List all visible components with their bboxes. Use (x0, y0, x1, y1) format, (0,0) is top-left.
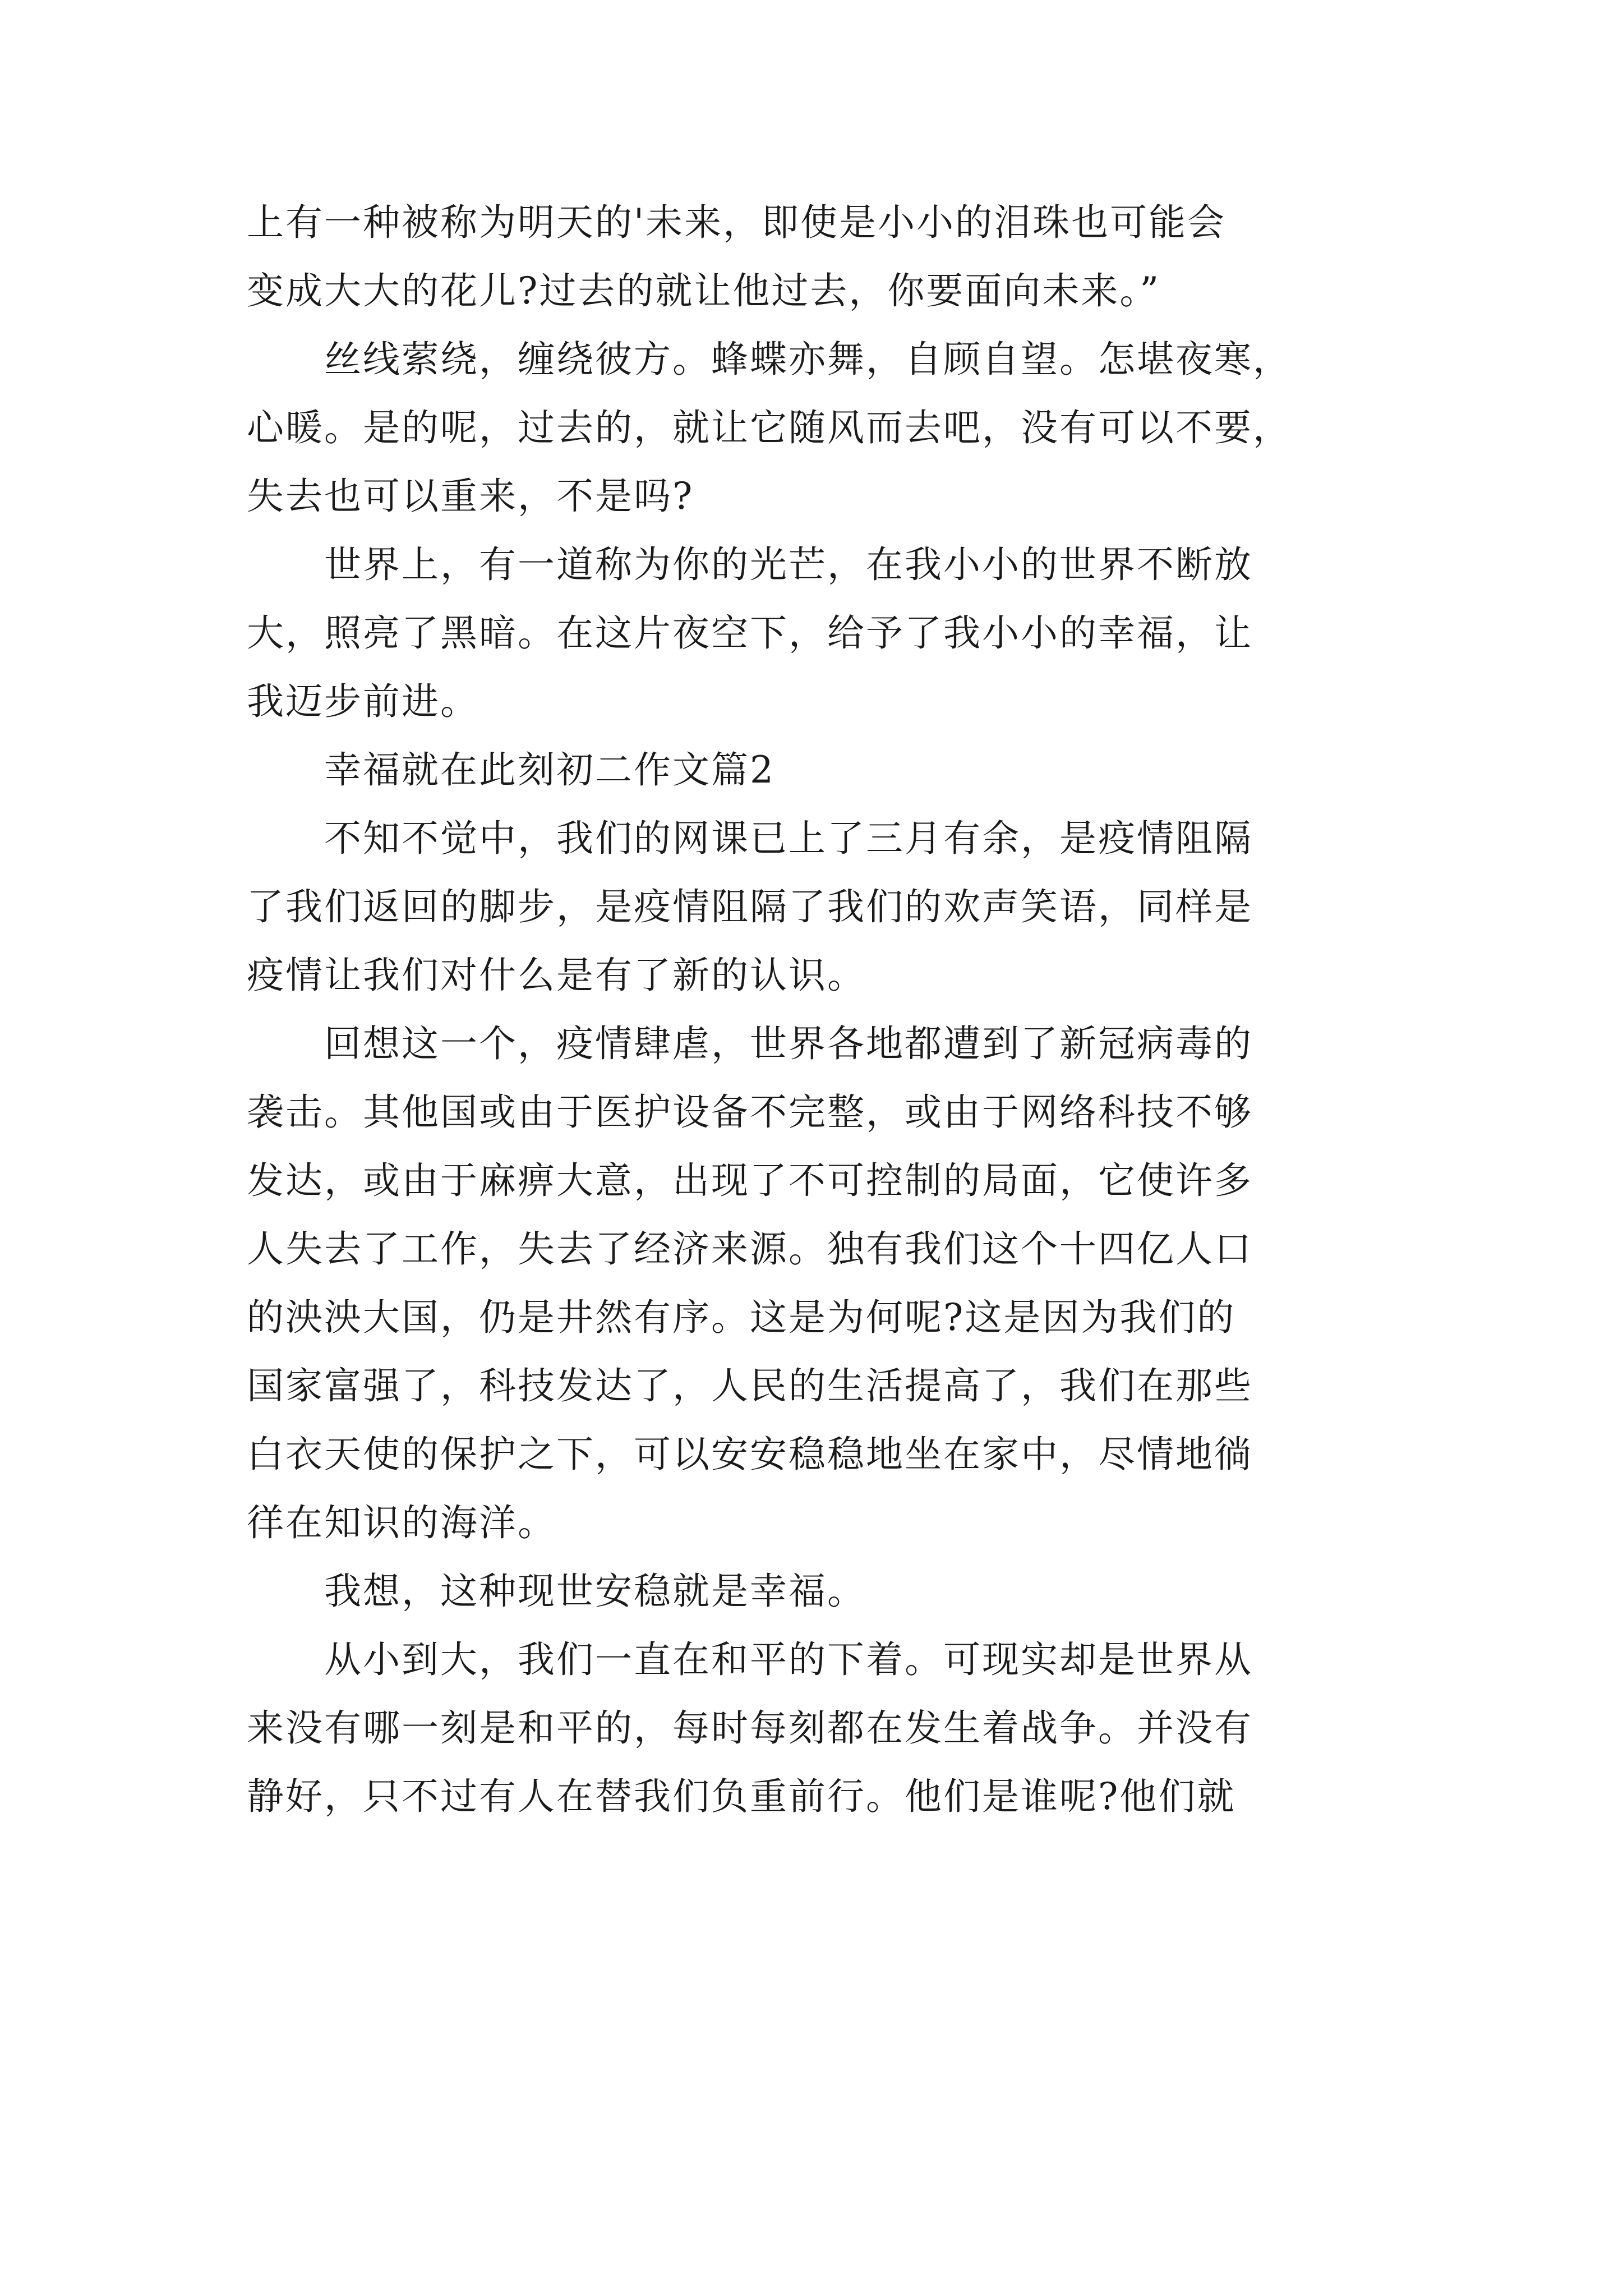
document-page (247, 188, 1391, 1831)
text-line: 发达，或由于麻痹大意，出现了不可控制的局面，它使许多 (247, 1159, 1253, 1202)
text-line: 国家富强了，科技发达了，人民的生活提高了，我们在那些 (247, 1364, 1253, 1407)
text-line: 白衣天使的保护之下，可以安安稳稳地坐在家中，尽情地徜 (247, 1433, 1253, 1476)
text-line: 变成大大的花儿?过去的就让他过去，你要面向未来。” (247, 269, 1161, 312)
paragraph (247, 1010, 1391, 1557)
text-line: 失去也可以重来，不是吗? (247, 475, 694, 518)
text-line: 疫情让我们对什么是有了新的认识。 (247, 954, 866, 997)
section-heading (247, 736, 1391, 804)
text-line: 袭击。其他国或由于医护设备不完整，或由于网络科技不够 (247, 1091, 1253, 1134)
paragraph (247, 804, 1391, 1010)
paragraph (247, 325, 1391, 531)
text-line: 心暖。是的呢，过去的，就让它随风而去吧，没有可以不要， (247, 406, 1292, 449)
text-line: 世界上，有一道称为你的光芒，在我小小的世界不断放 (324, 543, 1253, 586)
text-line: 丝线萦绕，缠绕彼方。蜂蝶亦舞，自顾自望。怎堪夜寒， (324, 338, 1292, 381)
text-line: 我迈步前进。 (247, 680, 479, 723)
paragraph (247, 531, 1391, 736)
text-line: 徉在知识的海洋。 (247, 1501, 556, 1544)
text-line: 人失去了工作，失去了经济来源。独有我们这个十四亿人口 (247, 1227, 1253, 1271)
text-line: 不知不觉中，我们的网课已上了三月有余，是疫情阻隔 (324, 817, 1253, 860)
text-line: 的泱泱大国，仍是井然有序。这是为何呢?这是因为我们的 (247, 1296, 1236, 1339)
text-line: 从小到大，我们一直在和平的下着。可现实却是世界从 (324, 1638, 1253, 1681)
text-line: 幸福就在此刻初二作文篇2 (324, 748, 775, 792)
paragraph (247, 188, 1391, 325)
paragraph (247, 1626, 1391, 1831)
text-line: 静好，只不过有人在替我们负重前行。他们是谁呢?他们就 (247, 1775, 1236, 1818)
text-line: 大，照亮了黑暗。在这片夜空下，给予了我小小的幸福，让 (247, 611, 1253, 655)
text-line: 回想这一个，疫情肆虐，世界各地都遭到了新冠病毒的 (324, 1022, 1253, 1065)
text-line: 上有一种被称为明天的'未来，即使是小小的泪珠也可能会 (247, 201, 1227, 244)
text-line: 了我们返回的脚步，是疫情阻隔了我们的欢声笑语，同样是 (247, 885, 1253, 928)
text-line: 来没有哪一刻是和平的，每时每刻都在发生着战争。并没有 (247, 1706, 1253, 1750)
text-line: 我想，这种现世安稳就是幸福。 (324, 1570, 866, 1613)
paragraph (247, 1557, 1391, 1626)
